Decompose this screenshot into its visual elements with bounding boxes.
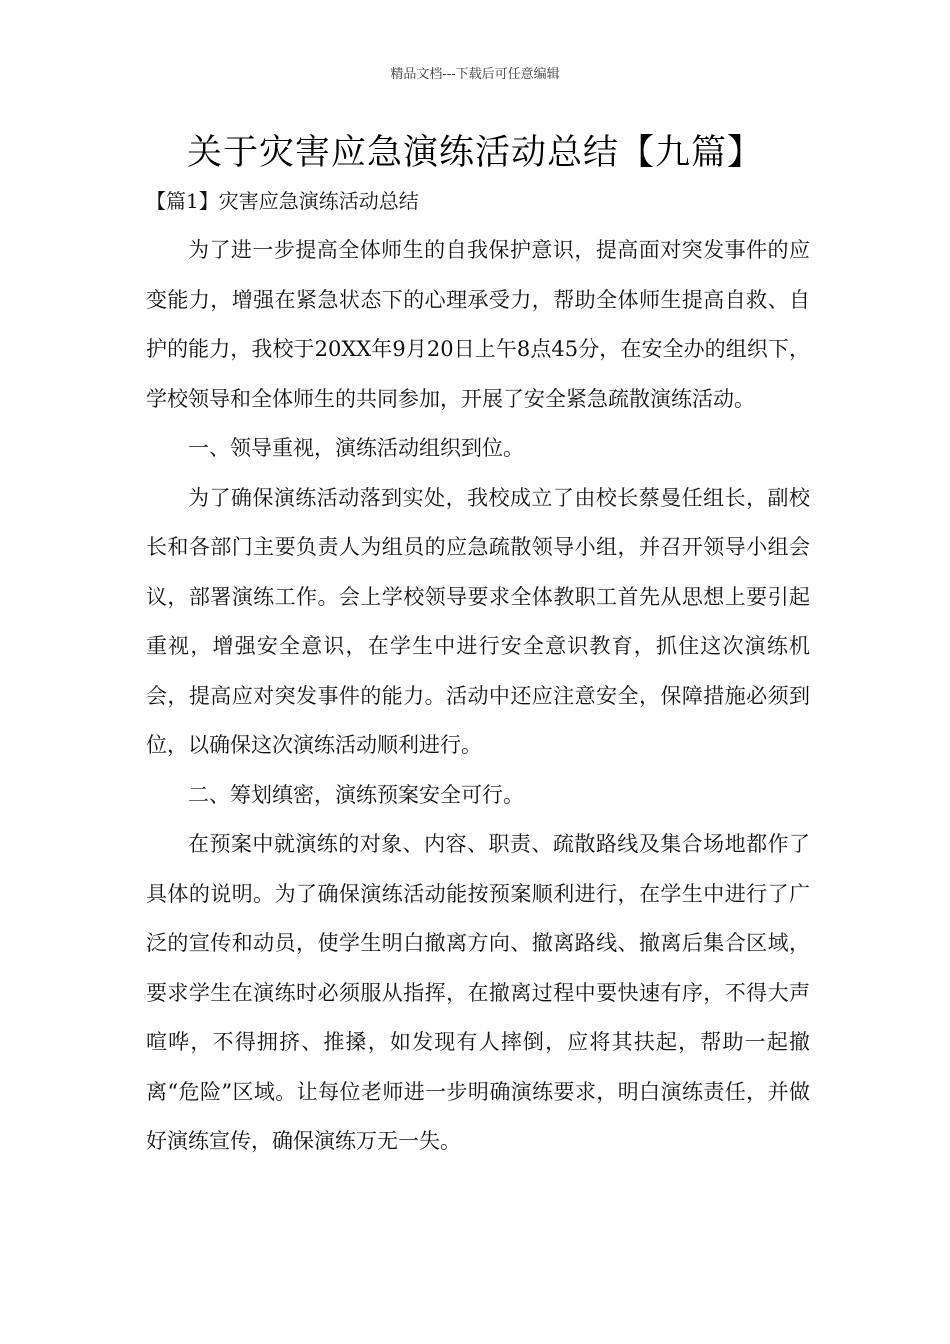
- section-heading: 【篇1】灾害应急演练活动总结: [146, 189, 419, 213]
- intro-paragraph: 为了进一步提高全体师生的自我保护意识，提高面对突发事件的应变能力，增强在紧急状态下的心理承受力，帮助全体师生提高自救、自护的能力，我校于20XX年9月20日上午8点45分，在安全办的组织下，学校领导和全体师生的共同参加，开展了安全紧急疏散演练活动。: [146, 238, 810, 411]
- page-header-note: 精品文档---下载后可任意编辑: [390, 67, 560, 82]
- planning-paragraph: 在预案中就演练的对象、内容、职责、疏散路线及集合场地都作了具体的说明。为了确保演练活动能按预案顺利进行，在学生中进行了广泛的宣传和动员，使学生明白撤离方向、撤离路线、撤离后集合区域，要求学生在演练时必须服从指挥，在撤离过程中要快速有序，不得大声喧哗，不得拥挤、推搡，如发现有人摔倒，应将其扶起，帮助一起撤离“危险”区域。让每位老师进一步明确演练要求，明白演练责任，并做好演练宣传，确保演练万无一失。: [146, 832, 810, 1153]
- subheading-planning: 二、筹划缜密，演练预案安全可行。: [188, 782, 524, 807]
- subheading-leadership: 一、领导重视，演练活动组织到位。: [188, 436, 524, 460]
- leadership-paragraph: 为了确保演练活动落到实处，我校成立了由校长蔡曼任组长，副校长和各部门主要负责人为组员的应急疏散领导小组，并召开领导小组会议，部署演练工作。会上学校领导要求全体教职工首先从思想上要引起重视，增强安全意识，在学生中进行安全意识教育，抓住这次演练机会，提高应对突发事件的能力。活动中还应注意安全，保障措施必须到位，以确保这次演练活动顺利进行。: [146, 485, 810, 757]
- document-body: [146, 226, 810, 1167]
- document-title: 关于灾害应急演练活动总结【九篇】: [186, 133, 763, 173]
